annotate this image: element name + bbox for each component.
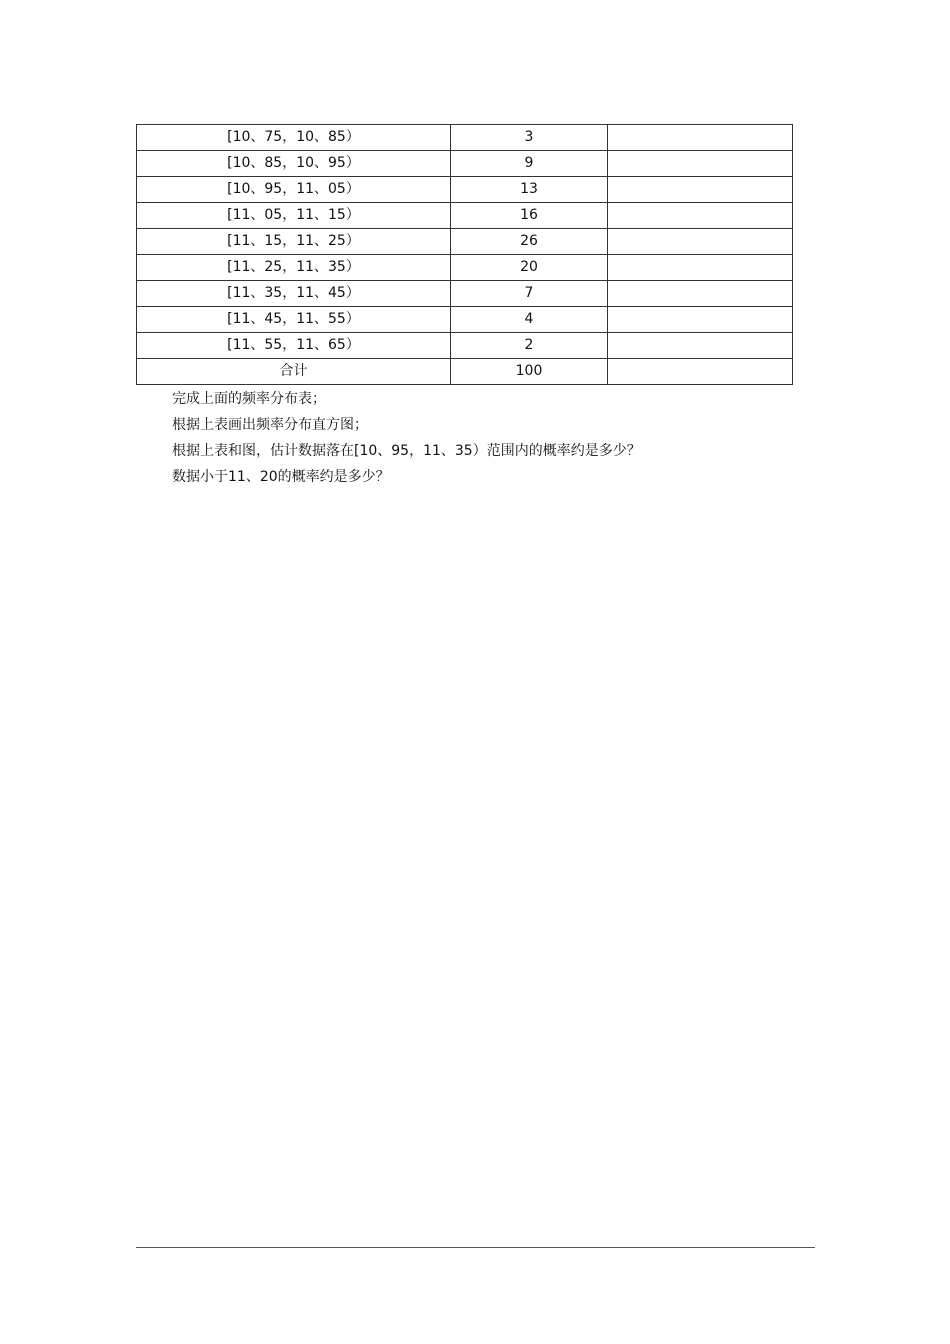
frequency-cell (608, 151, 793, 177)
count-cell: 16 (451, 203, 608, 229)
count-cell: 4 (451, 307, 608, 333)
frequency-cell (608, 333, 793, 359)
table-row (137, 151, 793, 177)
table-row (137, 203, 793, 229)
table-row (137, 333, 793, 359)
interval-cell: [10、75，10、85） (137, 125, 451, 151)
question-item: 根据上表和图，估计数据落在[10、95，11、35）范围内的概率约是多少？ (172, 443, 641, 459)
count-cell: 7 (451, 281, 608, 307)
interval-cell: [10、85，10、95） (137, 151, 451, 177)
count-cell: 20 (451, 255, 608, 281)
table-row (137, 125, 793, 151)
question-list (172, 386, 641, 490)
total-frequency-cell (608, 359, 793, 385)
interval-cell: [11、55，11、65） (137, 333, 451, 359)
interval-cell: [11、05，11、15） (137, 203, 451, 229)
table-row (137, 229, 793, 255)
count-cell: 2 (451, 333, 608, 359)
interval-cell: [11、45，11、55） (137, 307, 451, 333)
interval-cell: [11、35，11、45） (137, 281, 451, 307)
frequency-cell (608, 281, 793, 307)
question-item: 根据上表画出频率分布直方图； (172, 417, 368, 433)
frequency-cell (608, 307, 793, 333)
count-cell: 13 (451, 177, 608, 203)
count-cell: 9 (451, 151, 608, 177)
frequency-cell (608, 255, 793, 281)
frequency-cell (608, 177, 793, 203)
frequency-cell (608, 229, 793, 255)
interval-cell: [11、15，11、25） (137, 229, 451, 255)
frequency-distribution-table (136, 124, 793, 385)
frequency-cell (608, 125, 793, 151)
count-cell: 3 (451, 125, 608, 151)
count-cell: 26 (451, 229, 608, 255)
table-row (137, 307, 793, 333)
question-item: 数据小于11、20的概率约是多少？ (172, 469, 390, 485)
interval-cell: [11、25，11、35） (137, 255, 451, 281)
total-count-cell: 100 (451, 359, 608, 385)
question-item: 完成上面的频率分布表； (172, 391, 326, 407)
total-label-cell: 合计 (137, 359, 451, 385)
table-row (137, 255, 793, 281)
table-row (137, 177, 793, 203)
frequency-cell (608, 203, 793, 229)
table-row (137, 281, 793, 307)
table-total-row (137, 359, 793, 385)
interval-cell: [10、95，11、05） (137, 177, 451, 203)
footer-divider (136, 1247, 815, 1248)
